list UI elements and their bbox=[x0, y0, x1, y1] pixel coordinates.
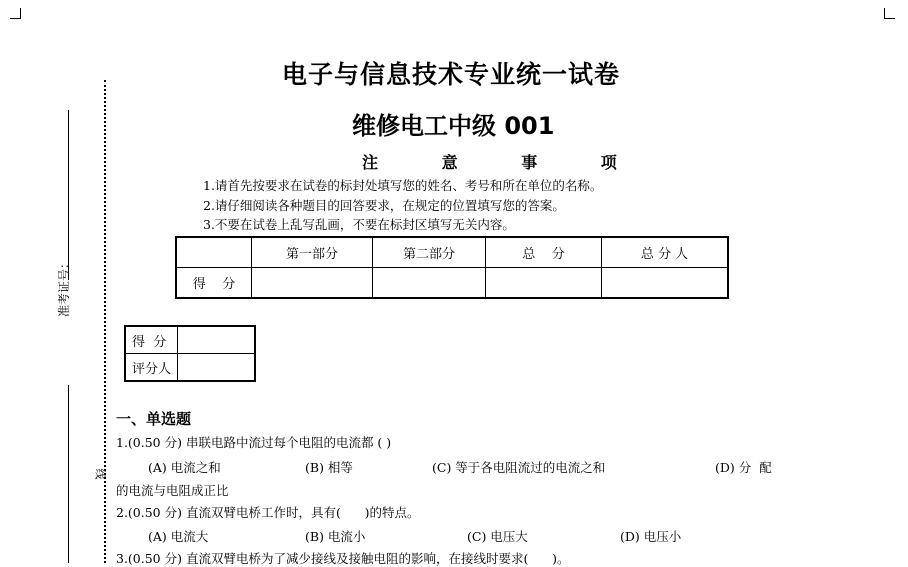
score-table-header-total: 总 分 bbox=[486, 237, 602, 268]
section-grader-table bbox=[124, 325, 256, 382]
question-option: (B) 电流小 bbox=[305, 529, 366, 544]
score-table-header-scorer: 总 分 人 bbox=[602, 237, 729, 268]
exam-subtitle: 维修电工中级 001 bbox=[352, 112, 555, 140]
score-table-header-part1: 第一部分 bbox=[252, 237, 373, 268]
notice-item: 2.请仔细阅读各种题目的回答要求，在规定的位置填写您的答案。 bbox=[203, 198, 565, 213]
question-option: (A) 电流大 bbox=[148, 529, 209, 544]
notice-heading-char: 注 bbox=[362, 153, 379, 172]
notice-item: 1.请首先按要求在试卷的标封处填写您的姓名、考号和所在单位的名称。 bbox=[203, 178, 603, 193]
question-option: (C) 等于各电阻流过的电流之和 bbox=[432, 460, 606, 475]
score-cell-scorer[interactable] bbox=[602, 268, 729, 299]
question-option: (C) 电压大 bbox=[467, 529, 528, 544]
crop-mark-top-right bbox=[884, 8, 895, 19]
score-table-corner-cell bbox=[176, 237, 252, 268]
question-stem: 2.(0.50 分) 直流双臂电桥工作时，具有( )的特点。 bbox=[116, 505, 420, 520]
mini-score-cell[interactable] bbox=[178, 326, 256, 354]
score-table-header-row bbox=[176, 237, 728, 268]
mini-grader-label: 评分人 bbox=[125, 354, 178, 382]
score-cell-part2[interactable] bbox=[373, 268, 486, 299]
notice-heading bbox=[362, 150, 647, 173]
question-stem: 3.(0.50 分) 直流双臂电桥为了减少接线及接触电阻的影响，在接线时要求( )。 bbox=[116, 551, 570, 566]
score-table-header-part2: 第二部分 bbox=[373, 237, 486, 268]
notice-heading-char: 意 bbox=[441, 153, 458, 172]
mini-score-label: 得 分 bbox=[125, 326, 178, 354]
binding-line-upper bbox=[68, 110, 69, 280]
score-table-score-row bbox=[176, 268, 728, 299]
score-cell-total[interactable] bbox=[486, 268, 602, 299]
seal-dotted-line bbox=[104, 80, 106, 563]
exam-title: 电子与信息技术专业统一试卷 bbox=[282, 60, 621, 89]
mini-table-score-row bbox=[125, 326, 255, 354]
question-stem: 1.(0.50 分) 串联电路中流过每个电阻的电流都 ( ) bbox=[116, 435, 392, 450]
question-option: (D) 电压小 bbox=[620, 529, 682, 544]
notice-heading-char: 事 bbox=[521, 153, 538, 172]
crop-mark-top-left bbox=[10, 8, 21, 19]
notice-item: 3.不要在试卷上乱写乱画，不要在标封区填写无关内容。 bbox=[203, 217, 515, 232]
seal-line-character: 线 bbox=[93, 468, 107, 480]
mini-table-grader-row bbox=[125, 354, 255, 382]
mini-grader-cell[interactable] bbox=[178, 354, 256, 382]
score-row-label: 得 分 bbox=[176, 268, 252, 299]
binding-line-lower bbox=[68, 385, 69, 563]
question-option: (B) 相等 bbox=[305, 460, 353, 475]
exam-number-label: 准考证号： bbox=[57, 256, 71, 317]
question-option: (D) 分 配 bbox=[715, 460, 772, 475]
question-continuation: 的电流与电阻成正比 bbox=[116, 483, 229, 498]
score-cell-part1[interactable] bbox=[252, 268, 373, 299]
section-title: 一、单选题 bbox=[116, 410, 192, 428]
notice-heading-char: 项 bbox=[600, 153, 617, 172]
question-option: (A) 电流之和 bbox=[148, 460, 221, 475]
score-summary-table bbox=[175, 236, 729, 299]
